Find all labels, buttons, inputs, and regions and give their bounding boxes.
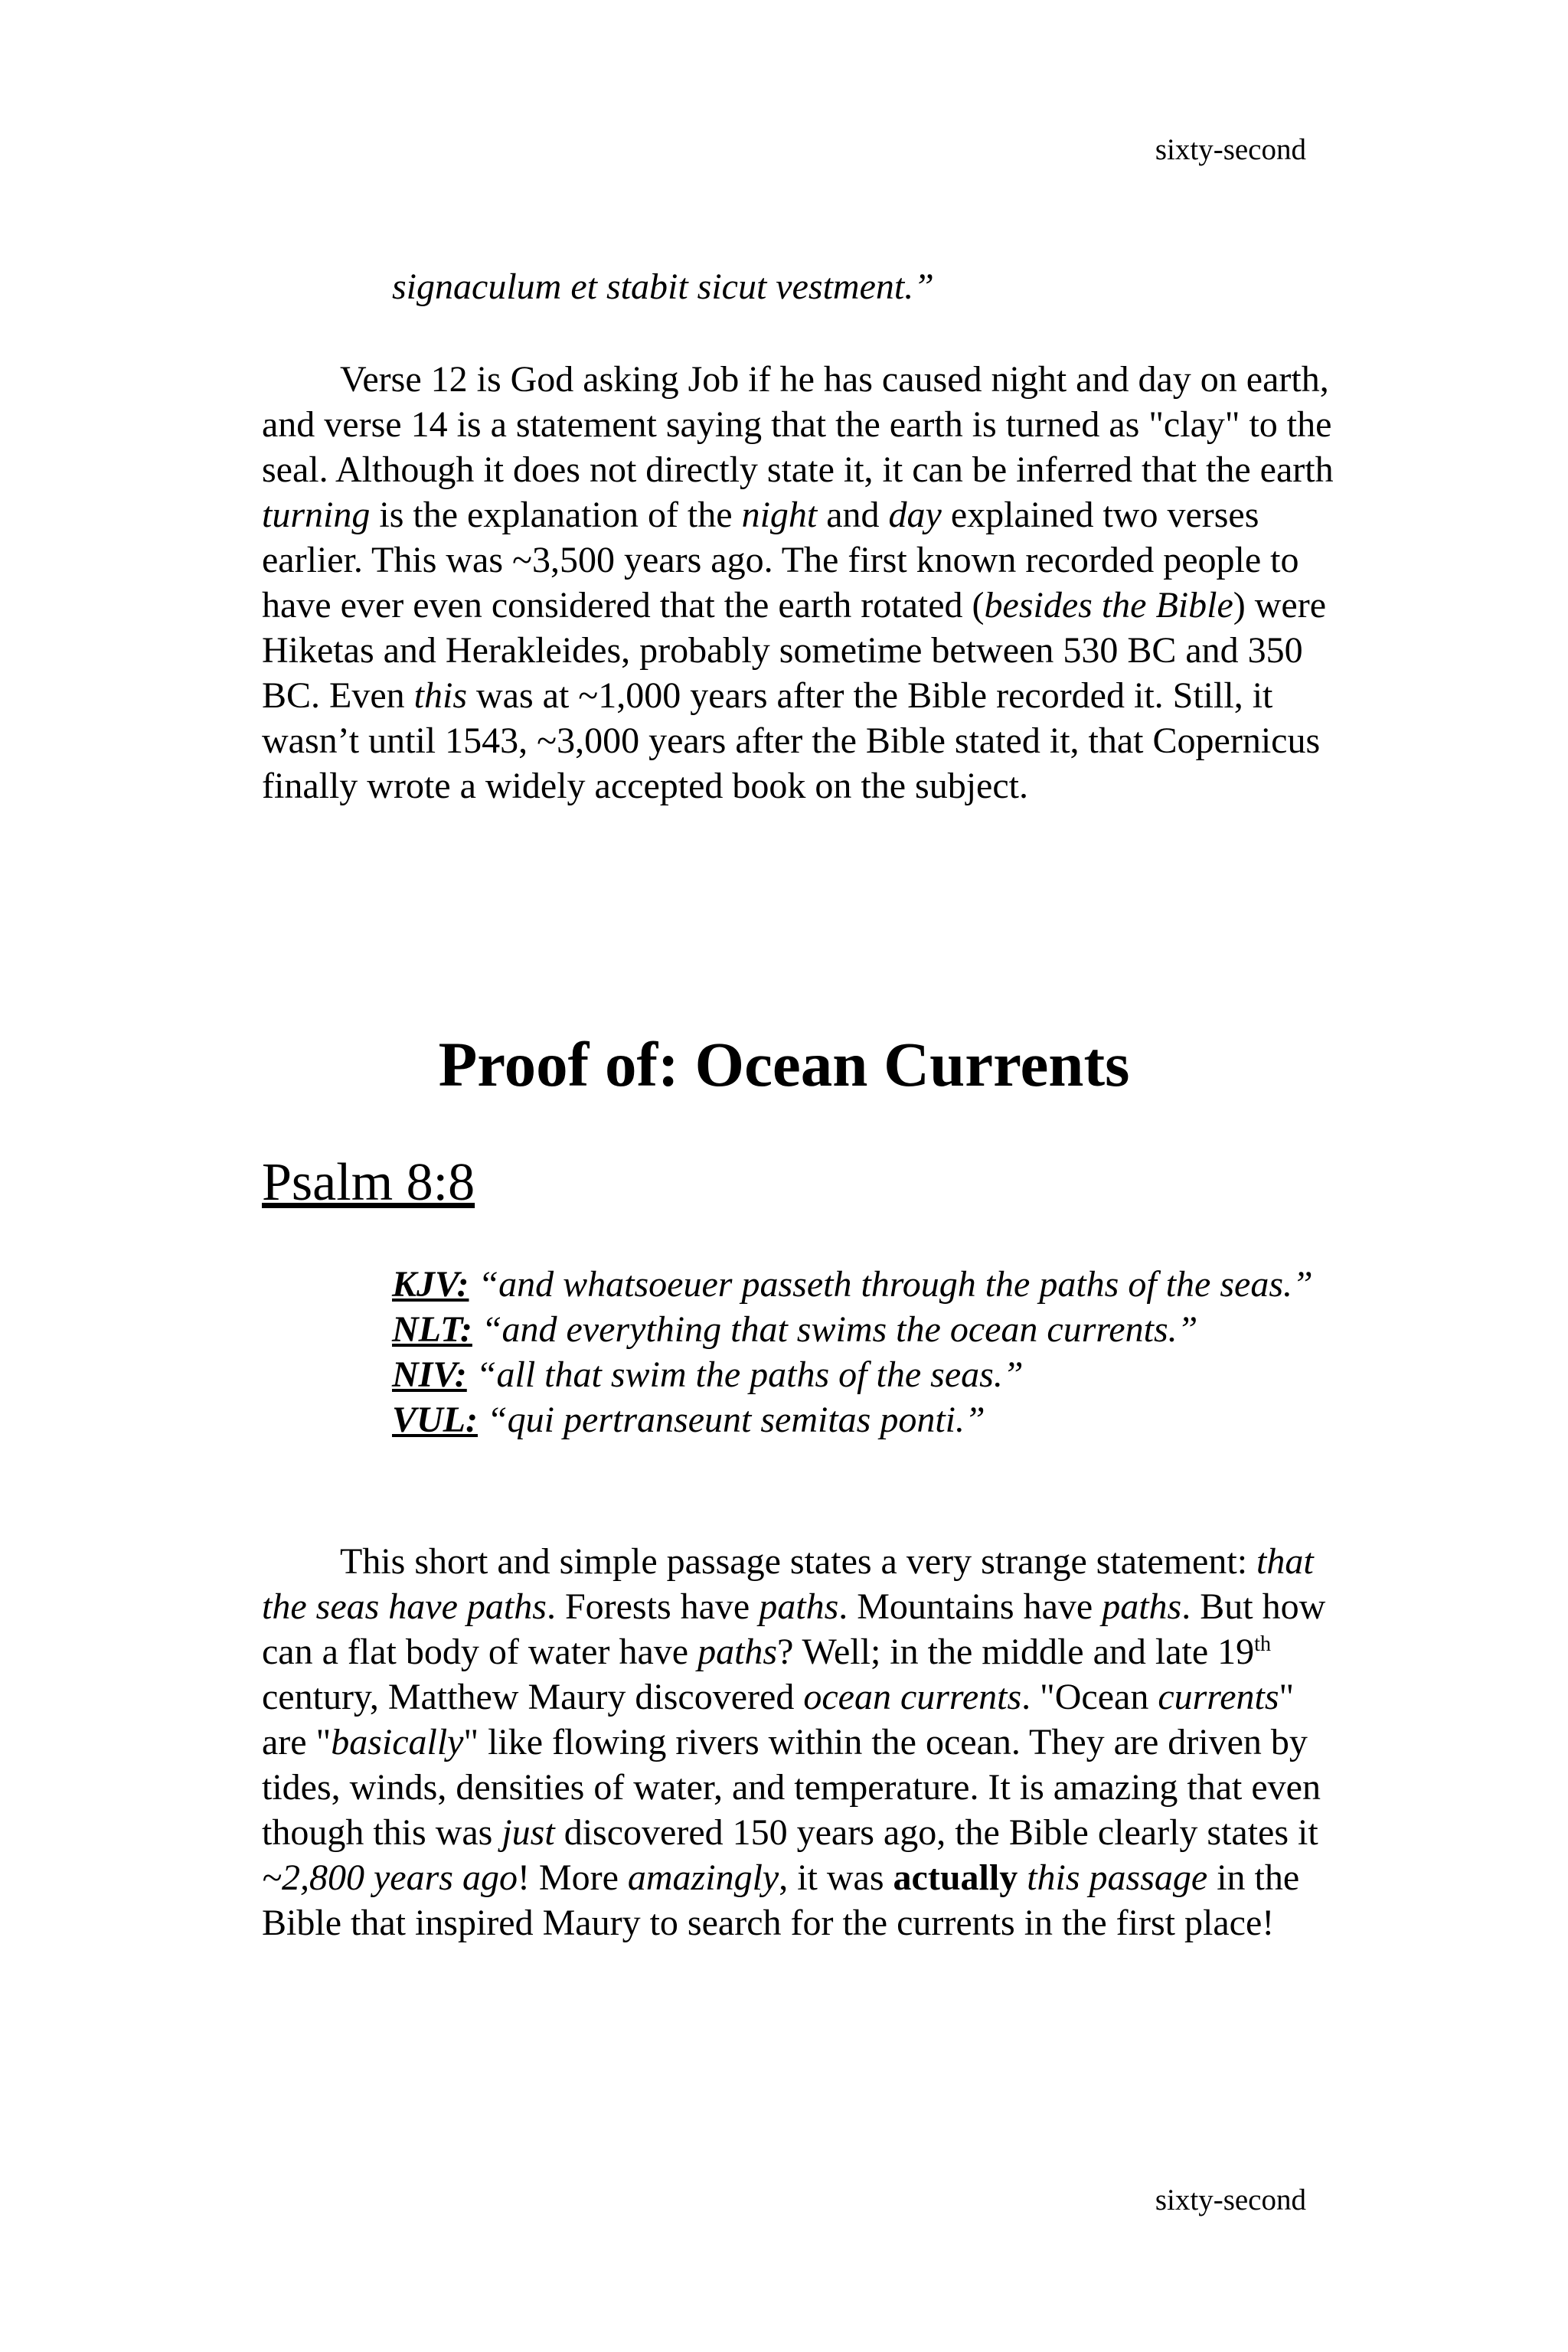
verse-vul: VUL: “qui pertranseunt semitas ponti.”	[392, 1400, 985, 1440]
scripture-reference: Psalm 8:8	[262, 1153, 475, 1212]
verse-niv: NIV: “all that swim the paths of the seas.”	[392, 1354, 1024, 1395]
verse-translations	[392, 1262, 1334, 1442]
page-header-number: sixty-second	[1155, 133, 1306, 166]
section-heading: Proof of: Ocean Currents	[438, 1029, 1130, 1099]
previous-quote-ending: signaculum et stabit sicut vestment.”	[392, 266, 934, 307]
paragraph-ocean-currents: This short and simple passage states a very strange statement: that the seas have paths. Forests have paths. Mountains have paths. But how can a flat body of water have paths? Well; in the middle and late 19th century, Matthew Maury discovered ocean currents. "Ocean currents" are "basically" like flowing rivers within the ocean. They are driven by tides, winds, densities of water, and temperature. It is amazing that even though this was just discovered 150 years ago, the Bible clearly states it ~2,800 years ago! More amazingly, it was actually this passage in the Bible that inspired Maury to search for the currents in the first place!	[262, 1541, 1326, 1943]
paragraph-earth-rotation: Verse 12 is God asking Job if he has caused night and day on earth, and verse 14 is a statement saying that the earth is turned as "clay" to the seal. Although it does not directly state it, it can be inferred that the earth turning is the explanation of the night and day explained two verses earlier. This was ~3,500 years ago. The first known recorded people to have ever even considered that the earth rotated (besides the Bible) were Hiketas and Herakleides, probably sometime between 530 BC and 350 BC. Even this was at ~1,000 years after the Bible recorded it. Still, it wasn’t until 1543, ~3,000 years after the Bible stated it, that Copernicus finally wrote a widely accepted book on the subject.	[262, 359, 1334, 806]
page-footer-number: sixty-second	[1155, 2184, 1306, 2216]
verse-nlt: NLT: “and everything that swims the ocean currents.”	[392, 1309, 1198, 1350]
verse-kjv: KJV: “and whatsoeuer passeth through the paths of the seas.”	[392, 1264, 1313, 1305]
